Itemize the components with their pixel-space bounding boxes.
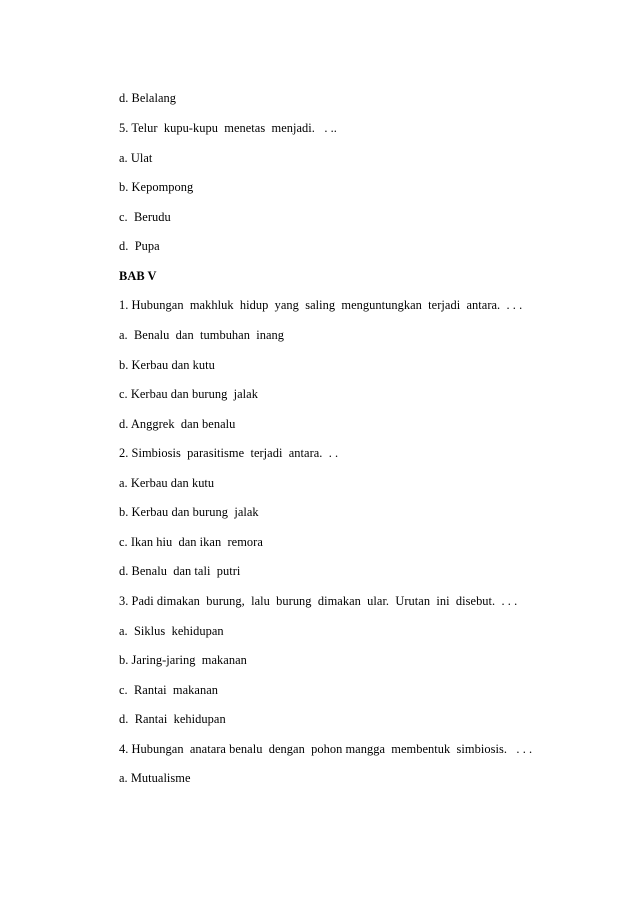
answer-option: c. Rantai makanan (119, 683, 219, 697)
answer-option: a. Benalu dan tumbuhan inang (119, 328, 285, 342)
answer-option: b. Kerbau dan kutu (119, 358, 215, 372)
chapter-heading: BAB V (119, 269, 157, 283)
question-text: 3. Padi dimakan burung, lalu burung dimakan ular. Urutan ini disebut. . . . (119, 594, 518, 608)
answer-option: a. Siklus kehidupan (119, 624, 224, 638)
question-text: 4. Hubungan anatara benalu dengan pohon mangga membentuk simbiosis. . . . (119, 742, 533, 756)
answer-option: c. Kerbau dan burung jalak (119, 387, 258, 401)
answer-option: a. Ulat (119, 151, 153, 165)
answer-option: b. Kerbau dan burung jalak (119, 505, 259, 519)
answer-option: d. Belalang (119, 91, 176, 105)
answer-option: c. Ikan hiu dan ikan remora (119, 535, 263, 549)
answer-option: d. Rantai kehidupan (119, 712, 226, 726)
answer-option: d. Benalu dan tali putri (119, 564, 241, 578)
answer-option: d. Anggrek dan benalu (119, 417, 236, 431)
question-text: 5. Telur kupu-kupu menetas menjadi. . .. (119, 121, 337, 135)
answer-option: b. Kepompong (119, 180, 194, 194)
answer-option: d. Pupa (119, 239, 160, 253)
answer-option: b. Jaring-jaring makanan (119, 653, 247, 667)
answer-option: c. Berudu (119, 210, 171, 224)
answer-option: a. Mutualisme (119, 771, 191, 785)
answer-option: a. Kerbau dan kutu (119, 476, 215, 490)
question-text: 1. Hubungan makhluk hidup yang saling menguntungkan terjadi antara. . . . (119, 298, 523, 312)
question-text: 2. Simbiosis parasitisme terjadi antara. . . (119, 446, 339, 460)
